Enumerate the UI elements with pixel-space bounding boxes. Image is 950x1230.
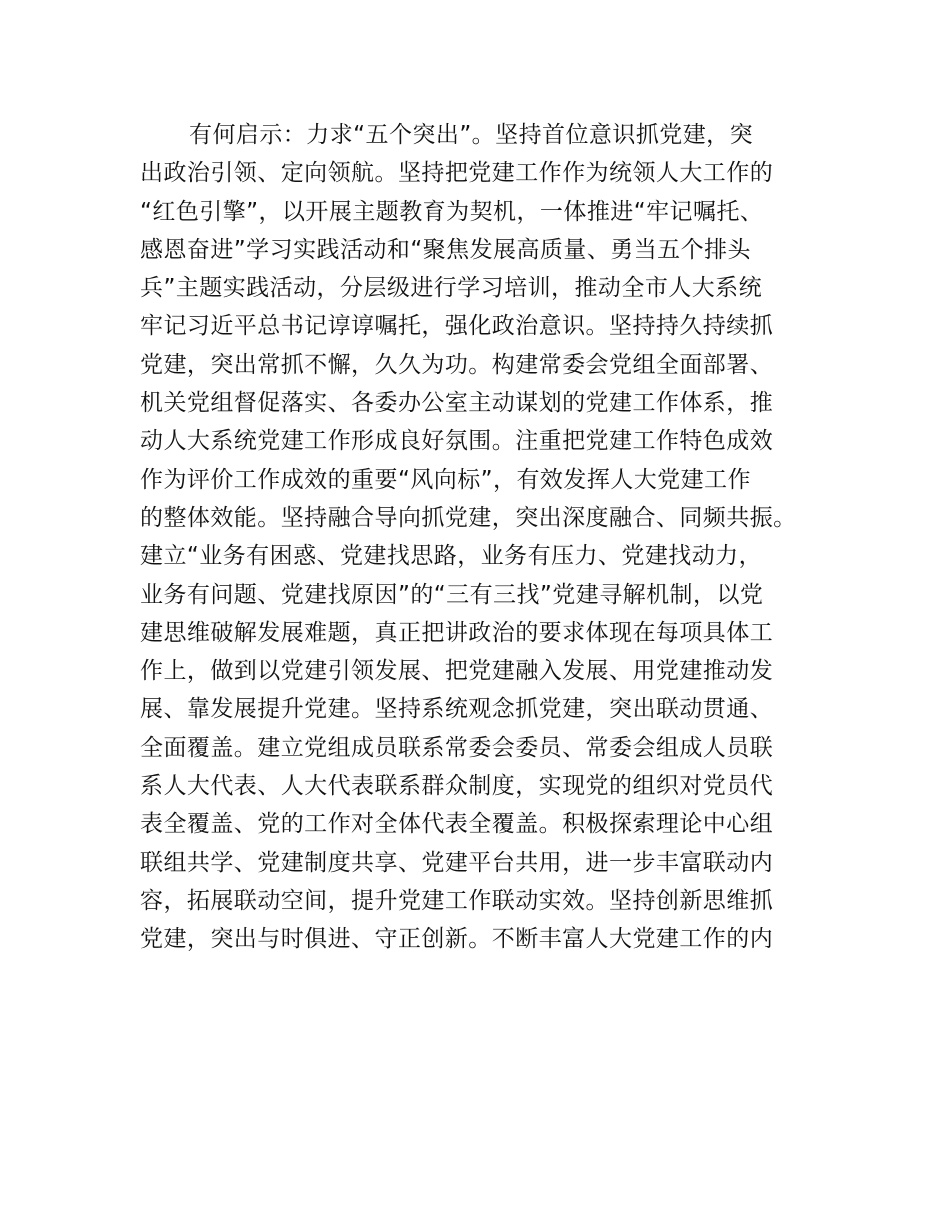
paragraph-line: 作上，做到以党建引领发展、把党建融入发展、用党建推动发: [140, 658, 774, 685]
paragraph-line: 表全覆盖、党的工作对全体代表全覆盖。积极探索理论中心组: [140, 811, 774, 838]
body-paragraph: [140, 116, 830, 959]
paragraph-line: 容，拓展联动空间，提升党建工作联动实效。坚持创新思维抓: [140, 887, 774, 914]
paragraph-line: “红色引擎”，以开展主题教育为契机，一体推进“牢记嘱托、: [140, 198, 764, 225]
paragraph-line: 动人大系统党建工作形成良好氛围。注重把党建工作特色成效: [140, 428, 774, 455]
paragraph-line: 建思维破解发展难题，真正把讲政治的要求体现在每项具体工: [140, 619, 774, 646]
paragraph-line: 系人大代表、人大代表联系群众制度，实现党的组织对党员代: [140, 773, 774, 800]
paragraph-line: 有何启示：力求“五个突出”。坚持首位意识抓党建，突: [189, 122, 754, 148]
paragraph-line: 作为评价工作成效的重要“风向标”，有效发挥人大党建工作: [140, 466, 751, 493]
paragraph-line: 兵”主题实践活动，分层级进行学习培训，推动全市人大系统: [140, 275, 763, 302]
paragraph-line: 展、靠发展提升党建。坚持系统观念抓党建，突出联动贯通、: [140, 696, 774, 723]
paragraph-line: 全面覆盖。建立党组成员联系常委会委员、常委会组成人员联: [140, 734, 774, 761]
paragraph-line: 联组共学、党建制度共享、党建平台共用，进一步丰富联动内: [140, 849, 774, 876]
paragraph-line: 业务有问题、党建找原因”的“三有三找”党建寻解机制，以党: [140, 581, 764, 608]
paragraph-line: 感恩奋进”学习实践活动和“聚焦发展高质量、勇当五个排头: [140, 236, 751, 263]
paragraph-line: 出政治引领、定向领航。坚持把党建工作作为统领人大工作的: [140, 160, 774, 187]
paragraph-line: 牢记习近平总书记谆谆嘱托，强化政治意识。坚持持久持续抓: [140, 313, 774, 340]
paragraph-line: 党建，突出常抓不懈，久久为功。构建常委会党组全面部署、: [140, 351, 774, 378]
paragraph-line: 机关党组督促落实、各委办公室主动谋划的党建工作体系，推: [140, 390, 774, 417]
paragraph-line: 的整体效能。坚持融合导向抓党建，突出深度融合、同频共振。: [140, 504, 797, 531]
paragraph-line: 建立“业务有困惑、党建找思路，业务有压力、党建找动力，: [140, 543, 763, 570]
paragraph-line: 党建，突出与时俱进、守正创新。不断丰富人大党建工作的内: [140, 926, 774, 953]
